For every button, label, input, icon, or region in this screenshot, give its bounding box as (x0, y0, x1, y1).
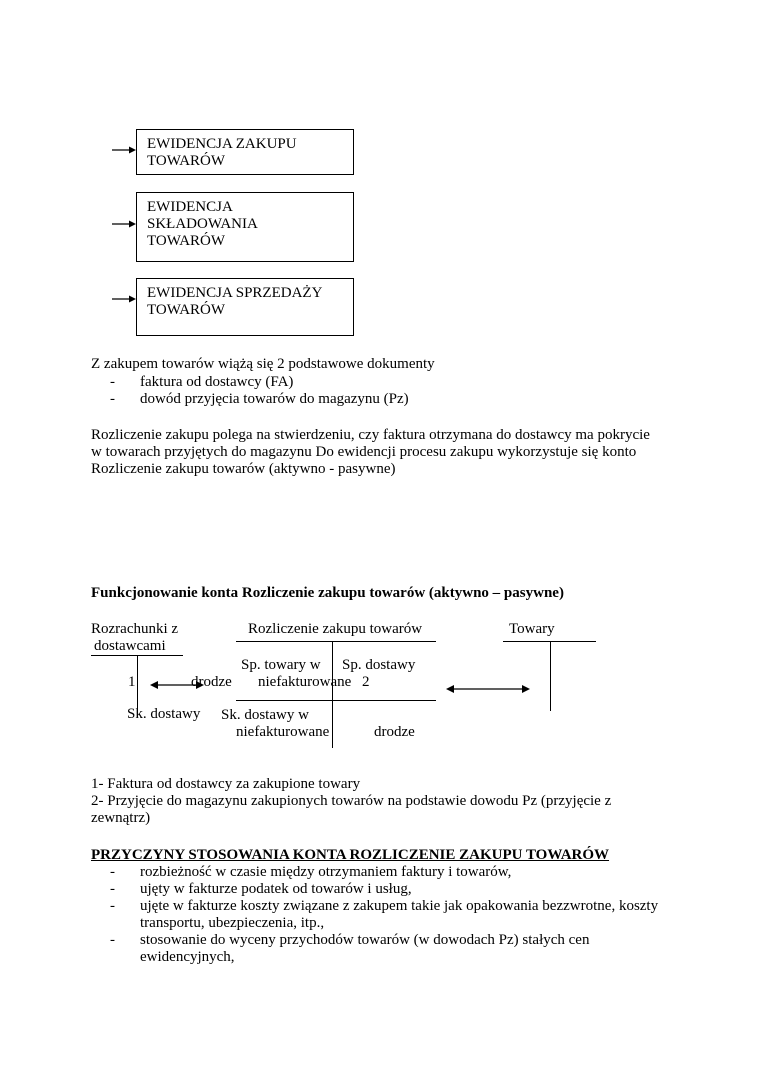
account-middle-credit-opening-1: Sp. dostawy (342, 657, 416, 673)
flow-box-storage (136, 192, 354, 262)
list-item-text: ujęty w fakturze podatek od towarów i usług, (140, 881, 412, 897)
list-item-text: faktura od dostawcy (FA) (140, 374, 294, 390)
arrow-right-icon (112, 294, 136, 304)
paragraph-line: Rozliczenie zakupu polega na stwierdzeniu, czy faktura otrzymana do dostawcy ma pokrycie (91, 427, 650, 443)
list-item: - rozbieżność w czasie między otrzymaniem faktury i towarów, (110, 864, 658, 881)
account-middle-credit-opening-2: niefakturowane (258, 674, 352, 690)
flow-box-line: SKŁADOWANIA (147, 216, 258, 232)
list-item-text: transportu, ubezpieczenia, itp., (140, 915, 325, 931)
diagram-legend (91, 776, 691, 827)
account-middle-debit-opening-1: Sp. towary w (241, 657, 321, 673)
list-item: - ujęty w fakturze podatek od towarów i usług, (110, 881, 658, 898)
legend-line: 2- Przyjęcie do magazynu zakupionych towarów na podstawie dowodu Pz (przyjęcie z (91, 793, 612, 809)
reasons-heading: PRZYCZYNY STOSOWANIA KONTA ROZLICZENIE ZAKUPU TOWARÓW (91, 847, 610, 863)
legend-line: zewnątrz) (91, 810, 151, 826)
flow-box-line: TOWARÓW (147, 302, 226, 318)
list-item-text: rozbieżność w czasie między otrzymaniem faktury i towarów, (140, 864, 512, 880)
account-left-entry-1: 1 (128, 674, 136, 690)
list-item: - ujęte w fakturze koszty związane z zakupem takie jak opakowania bezzwrotne, koszty transportu, ubezpieczenia, itp., (110, 898, 659, 931)
flow-box-line: EWIDENCJA (147, 199, 233, 215)
account-middle-entry-2: 2 (362, 674, 370, 690)
account-middle-debit-opening-2: drodze (191, 674, 232, 690)
documents-intro-text: Z zakupem towarów wiążą się 2 podstawowe dokumenty (91, 356, 435, 372)
reasons-list (110, 864, 658, 966)
account-left-closing: Sk. dostawy (127, 706, 201, 722)
account-middle-separator-line (236, 700, 436, 701)
flow-box-line: TOWARÓW (147, 153, 226, 169)
list-item-text: ujęte w fakturze koszty związane z zakupem takie jak opakowania bezzwrotne, koszty (140, 898, 659, 914)
flow-box-purchase (136, 129, 354, 175)
double-arrow-icon (446, 683, 530, 695)
flow-box-line: TOWARÓW (147, 233, 226, 249)
list-item: - faktura od dostawcy (FA) (110, 374, 409, 391)
legend-line: 1- Faktura od dostawcy za zakupione towary (91, 776, 361, 792)
settlement-paragraph (91, 427, 691, 478)
list-item-text: dowód przyjęcia towarów do magazynu (Pz) (140, 391, 409, 407)
diagram-heading: Funkcjonowanie konta Rozliczenie zakupu towarów (aktywno – pasywne) (91, 585, 564, 601)
list-item-text: stosowanie do wyceny przychodów towarów (w dowodach Pz) stałych cen (140, 932, 590, 948)
documents-list (110, 374, 409, 408)
account-middle-closing-right: drodze (374, 724, 415, 740)
account-middle-closing-1: Sk. dostawy w (221, 707, 309, 723)
account-middle-top-line (236, 641, 436, 642)
paragraph-line: Rozliczenie zakupu towarów (aktywno - pasywne) (91, 461, 396, 477)
arrow-right-icon (112, 145, 136, 155)
account-right-vertical-line (550, 641, 551, 711)
account-right-title: Towary (509, 621, 555, 637)
list-item: - dowód przyjęcia towarów do magazynu (Pz) (110, 391, 409, 407)
account-middle-closing-2: niefakturowane (236, 724, 330, 740)
account-middle-title: Rozliczenie zakupu towarów (248, 621, 423, 637)
account-middle-vertical-line (332, 641, 333, 748)
flow-box-sales (136, 278, 354, 336)
flow-box-line: EWIDENCJA ZAKUPU (147, 136, 297, 152)
list-item: - stosowanie do wyceny przychodów towarów (w dowodach Pz) stałych cen ewidencyjnych, (110, 932, 658, 966)
paragraph-line: w towarach przyjętych do magazynu Do ewidencji procesu zakupu wykorzystuje się konto (91, 444, 637, 460)
documents-intro (91, 356, 691, 373)
account-left-title-1: Rozrachunki z (91, 621, 179, 637)
arrow-right-icon (112, 219, 136, 229)
account-left-title-2: dostawcami (94, 638, 166, 654)
flow-box-line: EWIDENCJA SPRZEDAŻY (147, 285, 323, 301)
list-item-text: ewidencyjnych, (140, 949, 235, 965)
